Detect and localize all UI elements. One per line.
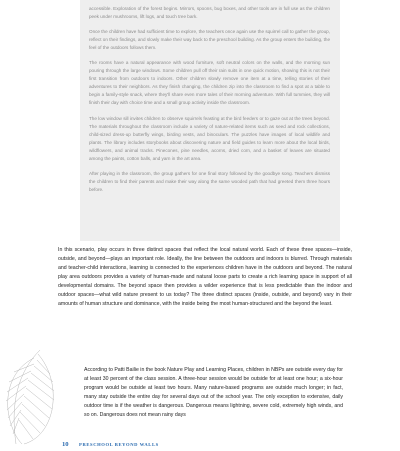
sidebar-paragraph-1: accessible. Exploration of the forest begins. Mirrors, spoons, bug boxes, and other tools are in full use as the children peek under mushrooms, lift logs, and touch tree bark. xyxy=(89,6,330,20)
main-text xyxy=(58,246,352,309)
callout-text xyxy=(84,366,343,420)
sidebar-paragraph-2: Once the children have had sufficient time to explore, the teachers once again use the squirrel call to gather the group, reflect on their findings, and slowly make their way back to the preschool building. As the group enters the building, the feel of the outdoors follows them. xyxy=(89,29,330,51)
sidebar-paragraph-3: The rooms have a natural appearance with wood furniture, soft neutral colors on the walls, and the morning sun pouring through the large windows. Some children pull off their rain suits in one quick motion, showing this is not their first transition from outdoors to indoors. Other children slowly remove one item at a time, telling stories of their adventures to their neighbors. As they finish changing, the children zip into the classroom to find a spot at a table to begin a family-style snack, where they'll share even more tales of their morning adventure. With full tummies, they will finish their day with choice time and a small group activity inside the classroom. xyxy=(89,60,330,106)
feather-illustration-icon xyxy=(0,348,64,445)
sidebar-paragraph-4: The low window sill invites children to observe squirrels feasting at the bird feeders or to gaze out at the trees beyond. The materials throughout the classroom include a variety of nature-related items such as seed and rock collections, child-sized dress-up butterfly wings, birding vests, and binoculars. The puzzles have images of local wildlife and plants. The library includes storybooks about discovering nature and field guides to learn more about the local birds, wildflowers, and animal tracks. Pinecones, pine needles, acorns, dried corn, and a basket of leaves are situated among the paints, cotton balls, and yarn in the art area. xyxy=(89,115,330,161)
scenario-sidebar xyxy=(80,0,340,241)
sidebar-paragraph-5: After playing in the classroom, the group gathers for one final story followed by the goodbye song. Teachers dismiss the children to find their parents and make their way along the same wooded path that had greeted them three hours before. xyxy=(89,170,330,192)
page-number: 10 xyxy=(62,441,69,448)
page-footer xyxy=(62,433,159,448)
body-paragraph: In this scenario, play occurs in three distinct spaces that reflect the local natural world. Each of these three spaces—inside, outside, and beyond—plays an important role. Ideally, the line between the outdoors and indoors is blurred. Through materials and teacher-child interactions, learning is connected to the experiences children have in the outdoors and beyond. The natural play area outdoors provides a variety of human-made and natural loose parts to create a rich learning space in support of all developmental domains. The beyond space then provides a wilder experience that is less predictable than the indoor and outdoor spaces—what wild nature present to us today? The three distinct spaces (inside, outside, and beyond) vary in their amounts of human structure and dominance, with the inside being the most human-structured and the beyond the least. xyxy=(58,247,352,307)
callout-paragraph: According to Patti Bailie in the book Nature Play and Learning Places, children in NBPs are outside every day for at least 30 percent of the class session. A three-hour session would be outside for at least one hour; a six-hour program would be outside at least two hours. Many nature-based programs are outside much longer; in fact, many stay outside the entire day for several days out of the school year. The only exception to extensive, daily outdoor time is if the weather is dangerous. Dangerous means lightning, severe cold, extremely high winds, and so on. Dangerous does not mean rainy days xyxy=(84,367,343,418)
running-title: PRESCHOOL BEYOND WALLS xyxy=(79,442,159,447)
